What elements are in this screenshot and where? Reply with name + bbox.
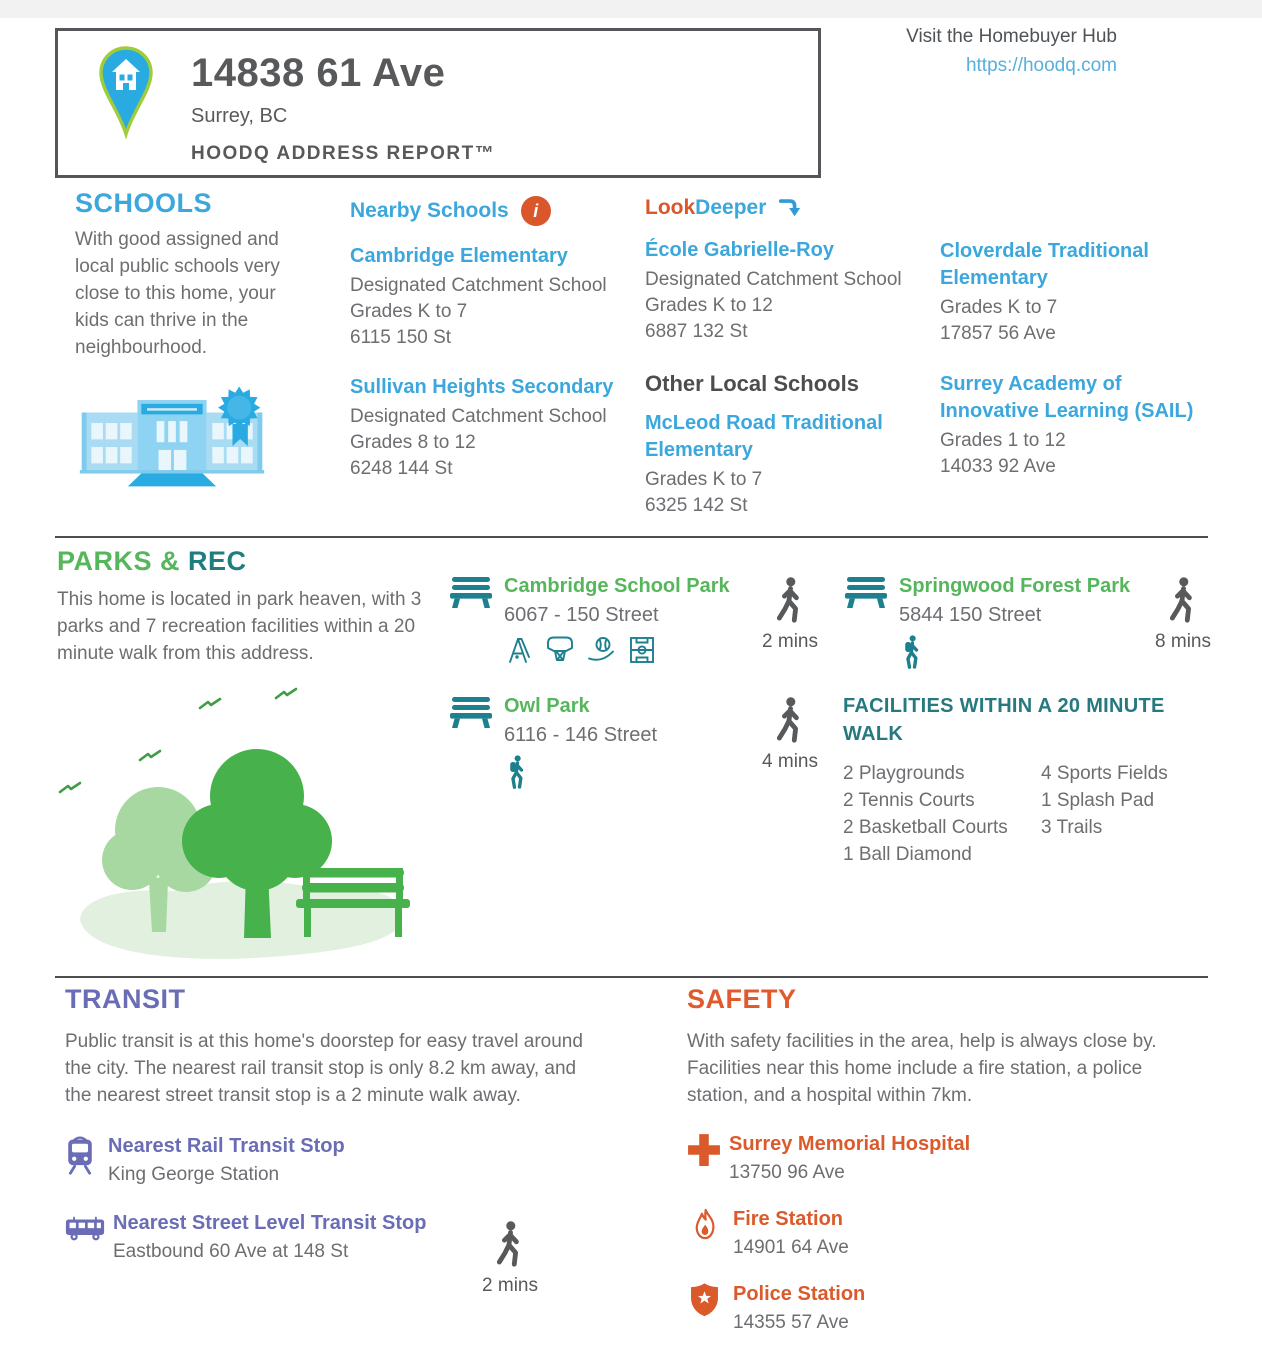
school-name[interactable]: École Gabrielle-Roy	[645, 239, 834, 261]
schools-section-title: SCHOOLS	[75, 188, 213, 218]
facility-item: 2 Basketball Courts	[843, 817, 1008, 838]
walk-minutes: 4 mins	[762, 751, 818, 772]
bench-icon	[450, 576, 492, 608]
info-icon[interactable]: i	[521, 196, 551, 226]
school-address: 17857 56 Ave	[940, 323, 1056, 344]
walking-person-icon	[772, 577, 808, 625]
school-type: Designated Catchment School	[645, 269, 902, 290]
bench-icon	[450, 696, 492, 728]
safety-entry	[687, 1133, 1167, 1184]
school-entry	[940, 371, 1202, 480]
facility-item: 1 Splash Pad	[1041, 790, 1155, 811]
section-divider	[55, 976, 1208, 978]
homebuyer-hub-block	[906, 26, 1117, 77]
safety-name[interactable]: Surrey Memorial Hospital	[729, 1133, 971, 1155]
street-stop-label: Nearest Street Level Transit Stop	[113, 1212, 427, 1234]
school-address: 6248 144 St	[350, 458, 453, 479]
facility-item: 4 Sports Fields	[1041, 763, 1168, 784]
parks-title-teal: REC	[188, 546, 247, 576]
sports-field-icon	[627, 635, 657, 665]
nearby-schools-heading: Nearby Schools	[350, 199, 509, 222]
walk-time	[1145, 577, 1221, 653]
walk-minutes: 2 mins	[762, 631, 818, 652]
transit-section-title: TRANSIT	[65, 984, 186, 1014]
schools-intro: With good assigned and local public schools very close to this home, your kids can thrive in the neighbourhood.	[75, 229, 280, 358]
safety-section-title: SAFETY	[687, 984, 797, 1014]
school-entry	[350, 374, 635, 482]
school-building-illustration	[76, 380, 268, 492]
playground-icon	[504, 635, 534, 665]
facility-item: 2 Playgrounds	[843, 763, 965, 784]
school-entry	[940, 238, 1202, 347]
safety-section	[687, 984, 1167, 1334]
ball-diamond-icon	[586, 635, 616, 665]
safety-entry	[687, 1208, 1167, 1259]
address-header-box	[55, 28, 821, 178]
school-type: Designated Catchment School	[350, 275, 607, 296]
school-address: 6115 150 St	[350, 327, 452, 348]
park-illustration	[52, 670, 424, 962]
more-schools-column	[940, 238, 1202, 480]
hub-label: Visit the Homebuyer Hub	[906, 26, 1117, 47]
park-address: 6116 - 146 Street	[504, 724, 658, 746]
school-name[interactable]: McLeod Road Traditional Elementary	[645, 412, 883, 461]
school-entry	[645, 237, 937, 345]
street-stop-value: Eastbound 60 Ave at 148 St	[113, 1241, 349, 1262]
park-name[interactable]: Springwood Forest Park	[899, 575, 1131, 597]
bench-icon	[845, 576, 887, 608]
walking-person-icon	[1165, 577, 1201, 625]
park-entry	[450, 574, 730, 665]
school-grades: Grades K to 7	[645, 469, 763, 490]
walk-time	[752, 697, 828, 773]
school-type: Designated Catchment School	[350, 406, 607, 427]
lookdeeper-column	[645, 196, 937, 519]
property-address: 14838 61 Ave	[191, 51, 446, 95]
transit-intro: Public transit is at this home's doorstep for easy travel around the city. The nearest rail transit stop is only 8.2 km away, and the nearest street transit stop is a 2 minute walk away.	[65, 1031, 583, 1106]
basketball-icon	[545, 635, 575, 665]
park-entry	[450, 694, 657, 796]
walk-minutes: 8 mins	[1155, 631, 1211, 652]
park-name[interactable]: Owl Park	[504, 695, 590, 717]
bus-icon	[65, 1216, 105, 1243]
school-grades: Grades K to 7	[350, 301, 468, 322]
parks-section-title	[57, 546, 247, 577]
safety-address: 14901 64 Ave	[733, 1237, 849, 1258]
facility-item: 2 Tennis Courts	[843, 790, 975, 811]
top-band	[0, 0, 1262, 18]
school-grades: Grades 1 to 12	[940, 430, 1066, 451]
safety-address: 13750 96 Ave	[729, 1162, 845, 1183]
school-entry	[645, 410, 937, 519]
school-grades: Grades K to 12	[645, 295, 773, 316]
train-icon	[65, 1135, 95, 1175]
safety-entry	[687, 1283, 1167, 1334]
hub-link[interactable]: https://hoodq.com	[965, 55, 1117, 76]
rail-stop-value: King George Station	[108, 1164, 280, 1185]
facilities-title: FACILITIES WITHIN A 20 MINUTE WALK	[843, 695, 1165, 745]
park-entry	[845, 574, 1130, 676]
school-grades: Grades 8 to 12	[350, 432, 476, 453]
section-divider	[55, 536, 1208, 538]
fire-flame-icon	[693, 1208, 718, 1242]
safety-name[interactable]: Fire Station	[733, 1208, 844, 1230]
school-address: 6325 142 St	[645, 495, 748, 516]
park-address: 5844 150 Street	[899, 604, 1042, 626]
walk-minutes: 2 mins	[482, 1275, 538, 1296]
rail-stop-label: Nearest Rail Transit Stop	[108, 1135, 345, 1157]
school-grades: Grades K to 7	[940, 297, 1058, 318]
walking-person-icon	[772, 697, 808, 745]
safety-name[interactable]: Police Station	[733, 1283, 866, 1305]
trail-hiker-icon	[899, 635, 925, 671]
school-name[interactable]: Sullivan Heights Secondary	[350, 376, 614, 398]
hospital-cross-icon	[687, 1133, 721, 1167]
facility-item: 3 Trails	[1041, 817, 1103, 838]
look-deeper-arrow-icon	[778, 196, 802, 220]
school-address: 6887 132 St	[645, 321, 748, 342]
police-shield-icon	[690, 1283, 719, 1317]
school-name[interactable]: Cloverdale Traditional Elementary	[940, 240, 1149, 289]
walk-time	[752, 577, 828, 653]
trail-hiker-icon	[504, 755, 530, 791]
school-entry	[350, 243, 635, 351]
school-name[interactable]: Surrey Academy of Innovative Learning (SAIL)	[940, 373, 1194, 422]
walk-time	[472, 1221, 548, 1297]
park-address: 6067 - 150 Street	[504, 604, 659, 626]
safety-address: 14355 57 Ave	[733, 1312, 849, 1333]
school-name[interactable]: Cambridge Elementary	[350, 245, 568, 267]
property-city: Surrey, BC	[191, 105, 288, 127]
parks-title-green: PARKS &	[57, 546, 181, 576]
other-schools-heading: Other Local Schools	[645, 371, 859, 396]
report-title: HOODQ ADDRESS REPORT™	[191, 143, 496, 164]
nearby-schools-column	[350, 196, 635, 482]
lookdeeper-heading[interactable]: LookDeeper	[645, 196, 767, 219]
school-address: 14033 92 Ave	[940, 456, 1056, 477]
rail-transit-stop	[65, 1135, 595, 1186]
parks-intro: This home is located in park heaven, with 3 parks and 7 recreation facilities within a 20 minute walk from this address.	[57, 589, 422, 664]
facilities-block	[843, 692, 1178, 868]
park-name[interactable]: Cambridge School Park	[504, 575, 730, 597]
safety-intro: With safety facilities in the area, help is always close by. Facilities near this home include a fire station, a police station, and a hospital within 7km.	[687, 1031, 1157, 1106]
walking-person-icon	[492, 1221, 528, 1269]
facility-item: 1 Ball Diamond	[843, 844, 972, 865]
map-pin-house-icon	[96, 45, 156, 139]
